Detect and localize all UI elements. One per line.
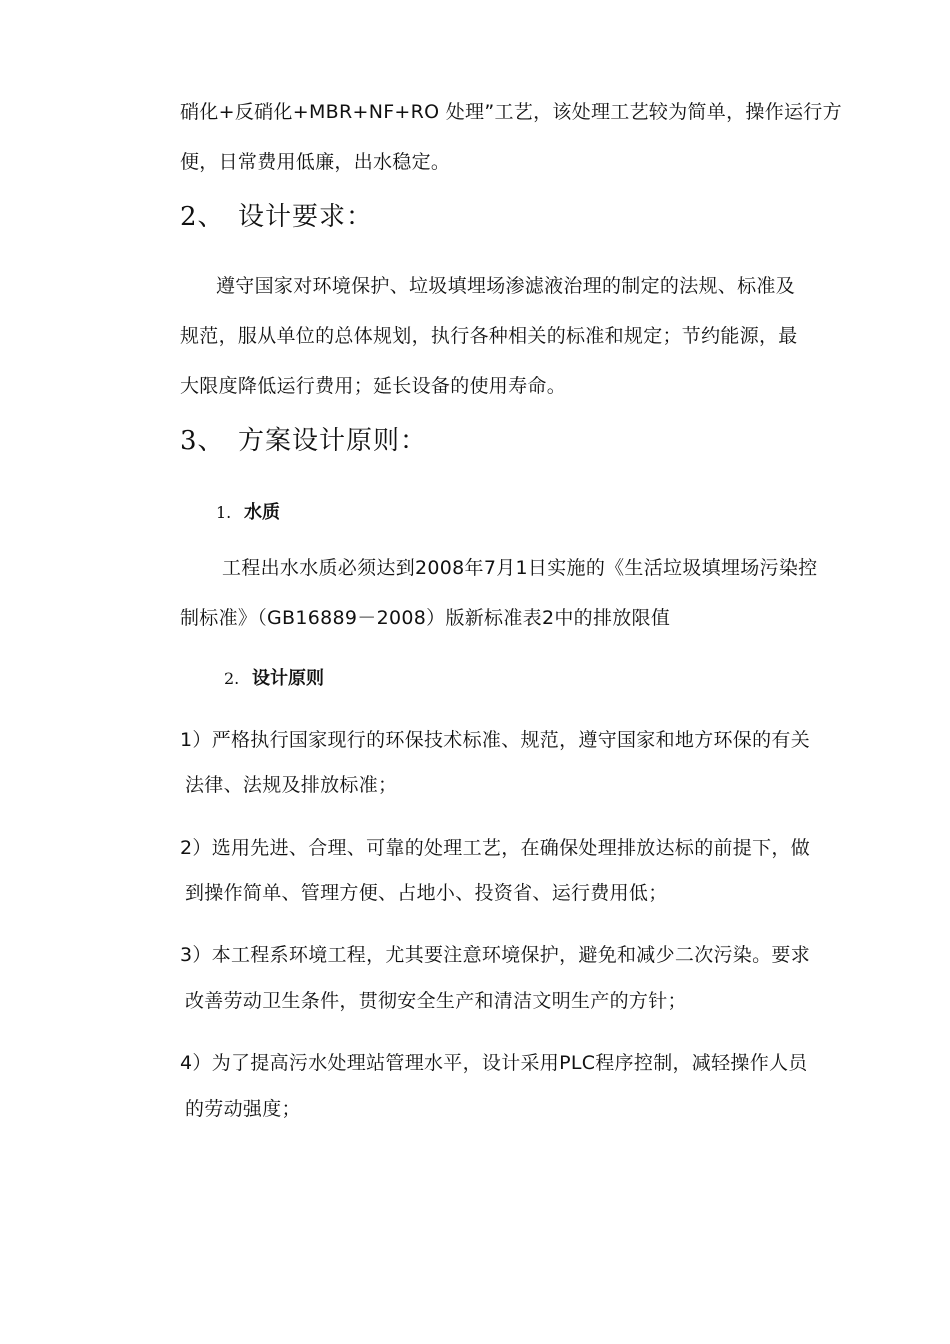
- subsection-1-title: 水质: [244, 502, 280, 523]
- subsection-2-number: 2.: [224, 669, 240, 688]
- principle-4-line-1: 4）为了提高污水处理站管理水平，设计采用PLC程序控制，减轻操作人员: [180, 1052, 808, 1074]
- principle-1-line-1: 1）严格执行国家现行的环保技术标准、规范，遵守国家和地方环保的有关: [180, 729, 810, 751]
- subsection-1-line-1: 工程出水水质必须达到2008年7月1日实施的《生活垃圾填埋场污染控: [222, 557, 818, 579]
- section-3-heading: [180, 424, 427, 458]
- principle-4-line-2: 的劳动强度；: [185, 1098, 301, 1120]
- principle-2-line-2: 到操作简单、管理方便、占地小、投资省、运行费用低；: [185, 882, 668, 904]
- section-2-number: 2、: [180, 202, 225, 232]
- section-3-title: 方案设计原则：: [238, 426, 428, 456]
- principle-2-line-1: 2）选用先进、合理、可靠的处理工艺，在确保处理排放达标的前提下，做: [180, 837, 810, 859]
- subsection-1-number: 1.: [216, 503, 232, 522]
- subsection-2-title: 设计原则: [252, 668, 324, 689]
- section-2-line-2: 规范，服从单位的总体规划，执行各种相关的标准和规定；节约能源，最: [180, 325, 798, 347]
- section-2-line-3: 大限度降低运行费用；延长设备的使用寿命。: [180, 375, 567, 397]
- subsection-2-heading: [224, 667, 324, 691]
- principle-1-line-2: 法律、法规及排放标准；: [185, 774, 398, 796]
- intro-line-1: 硝化+反硝化+MBR+NF+RO 处理”工艺，该处理工艺较为简单，操作运行方: [180, 101, 842, 123]
- principle-3-line-1: 3）本工程系环境工程，尤其要注意环境保护，避免和减少二次污染。要求: [180, 944, 810, 966]
- subsection-1-line-2: 制标准》（GB16889－2008）版新标准表2中的排放限值: [180, 607, 671, 629]
- section-2-title: 设计要求：: [238, 202, 374, 232]
- subsection-1-heading: [216, 501, 280, 525]
- section-2-heading: [180, 200, 373, 234]
- section-3-number: 3、: [180, 426, 225, 456]
- principle-3-line-2: 改善劳动卫生条件，贯彻安全生产和清洁文明生产的方针；: [185, 990, 687, 1012]
- intro-line-2: 便，日常费用低廉，出水稳定。: [180, 151, 451, 173]
- section-2-line-1: 遵守国家对环境保护、垃圾填埋场渗滤液治理的制定的法规、标准及: [216, 275, 796, 297]
